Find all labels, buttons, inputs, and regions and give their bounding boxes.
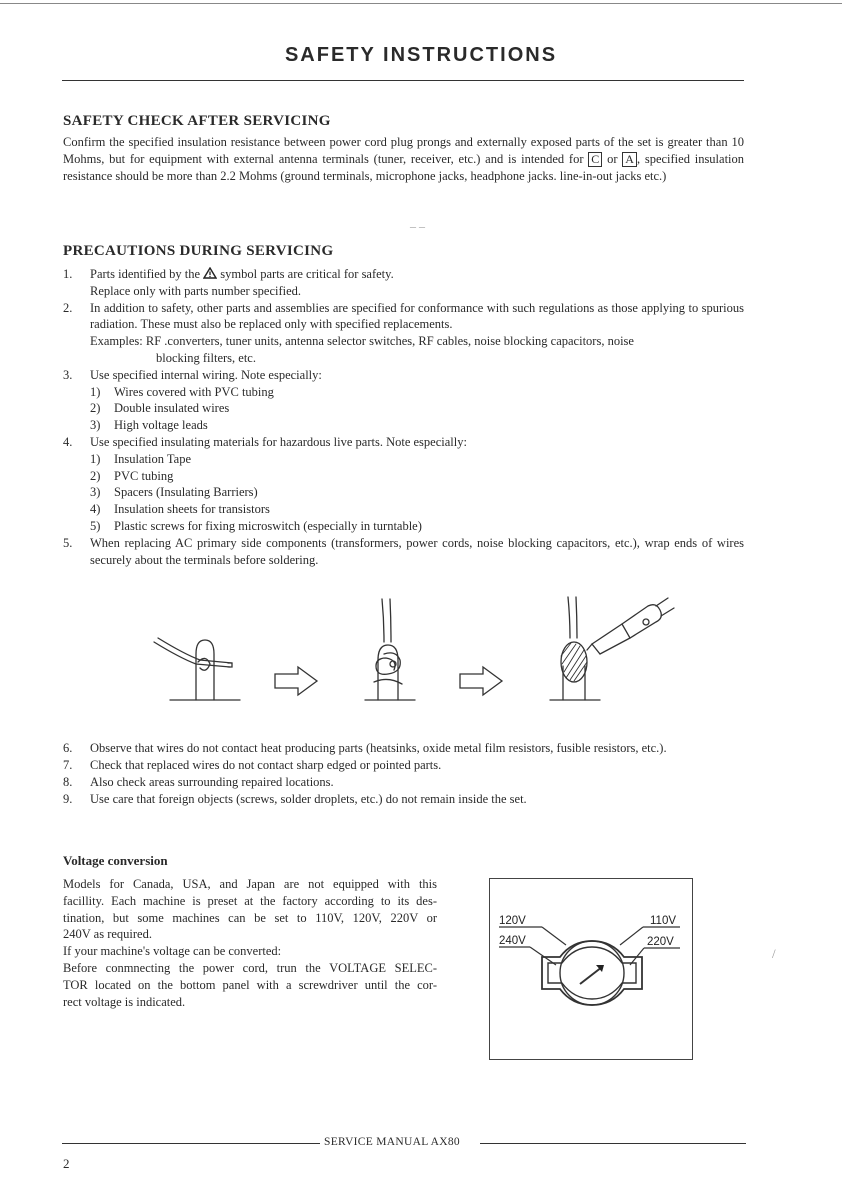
list-item: 5. When replacing AC primary side components (transformers, power cords, noise blocking capacitors, etc.), wrap ends of wires securely about the terminals before soldering. — [63, 535, 744, 567]
page-number: 2 — [63, 1156, 70, 1171]
list-item: 7. Check that replaced wires do not contact sharp edged or pointed parts. — [63, 758, 442, 772]
label-120v: 120V — [499, 915, 526, 927]
footer-manual-title: SERVICE MANUAL AX80 — [324, 1136, 460, 1148]
class-a-box: A — [622, 152, 637, 167]
safety-check-text-b: , specified insulation resistance should be more than 2.2 Mohms (ground terminals, microphone jacks, headphone jacks. line-in-out jacks etc.) — [63, 152, 745, 183]
list-item: 1. Parts identified by the symbol parts are critical for safety. Replace only with parts number specified. — [63, 267, 394, 298]
stray-mark: / — [772, 946, 776, 961]
soldered-terminal-figure — [550, 597, 674, 700]
label-220v: 220V — [647, 936, 674, 948]
list-item: 9. Use care that foreign objects (screws, solder droplets, etc.) do not remain inside the set. — [63, 792, 527, 806]
safety-check-paragraph — [63, 134, 744, 185]
label-110v: 110V — [650, 915, 677, 927]
page-title: SAFETY INSTRUCTIONS — [284, 44, 558, 66]
stray-mark: _ _ — [410, 215, 425, 229]
class-c-box: C — [588, 152, 602, 167]
terminal-wrap-figure — [365, 599, 415, 700]
safety-check-text-a: Confirm the specified insulation resistance between power cord plug prongs and externally exposed parts of the set is greater than 10 Mohms, but for equipment with external antenna terminals (tuner, receiver, etc.) and is intended for — [63, 135, 744, 166]
safety-check-heading: SAFETY CHECK AFTER SERVICING — [63, 113, 331, 129]
right-arrow-icon — [460, 667, 502, 695]
terminal-hook-figure — [154, 638, 240, 700]
voltage-selector-diagram — [489, 878, 693, 1060]
precautions-list — [63, 266, 744, 568]
top-edge-rule — [0, 3, 842, 4]
list-item: 2. In addition to safety, other parts and assemblies are specified for conformance with such regulations as those applying to spurious radiation. These must also be replaced only with specified replacements. Examples: RF .converters, tuner units, antenna selector switches, RF cables, noise blocking capacitors, noise blocking filters, etc. — [63, 300, 744, 365]
list-item: 3. Use specified internal wiring. Note especially: 1) Wires covered with PVC tubing 2) Double insulated wires 3) High voltage leads — [63, 367, 322, 433]
voltage-conversion-heading: Voltage conversion — [63, 853, 168, 868]
header-divider — [62, 80, 744, 81]
right-arrow-icon — [275, 667, 317, 695]
voltage-conversion-text: Models for Canada, USA, and Japan are not equipped with this facillity. Each machine is preset at the factory according to its des- tination, but some machines can be set to 110V, 120V, 220V or 240V as required. If your machine's voltage can be converted: Before conmnecting the power cord, trun the VOLTAGE SELEC- TOR located on the bottom panel with a screwdriver until the cor- rect voltage is indicated. — [63, 877, 437, 1009]
warning-triangle-icon — [203, 267, 217, 279]
list-item: 8. Also check areas surrounding repaired locations. — [63, 775, 334, 789]
footer — [62, 1136, 746, 1150]
list-item: 4. Use specified insulating materials for hazardous live parts. Note especially: 1) Insulation Tape 2) PVC tubing 3) Spacers (Insulating Barriers) 4) Insulation sheets for transistors 5) Plastic screws for fixing microswitch (especially in turntable) — [63, 434, 467, 533]
list-item: 6. Observe that wires do not contact heat producing parts (heatsinks, oxide metal film resistors, fusible resistors, etc.). — [63, 741, 667, 755]
precautions-list-continued — [63, 740, 763, 808]
safety-check-or: or — [607, 152, 618, 166]
wire-wrapping-illustration — [140, 592, 700, 712]
label-240v: 240V — [499, 935, 526, 947]
precautions-heading: PRECAUTIONS DURING SERVICING — [63, 243, 334, 259]
